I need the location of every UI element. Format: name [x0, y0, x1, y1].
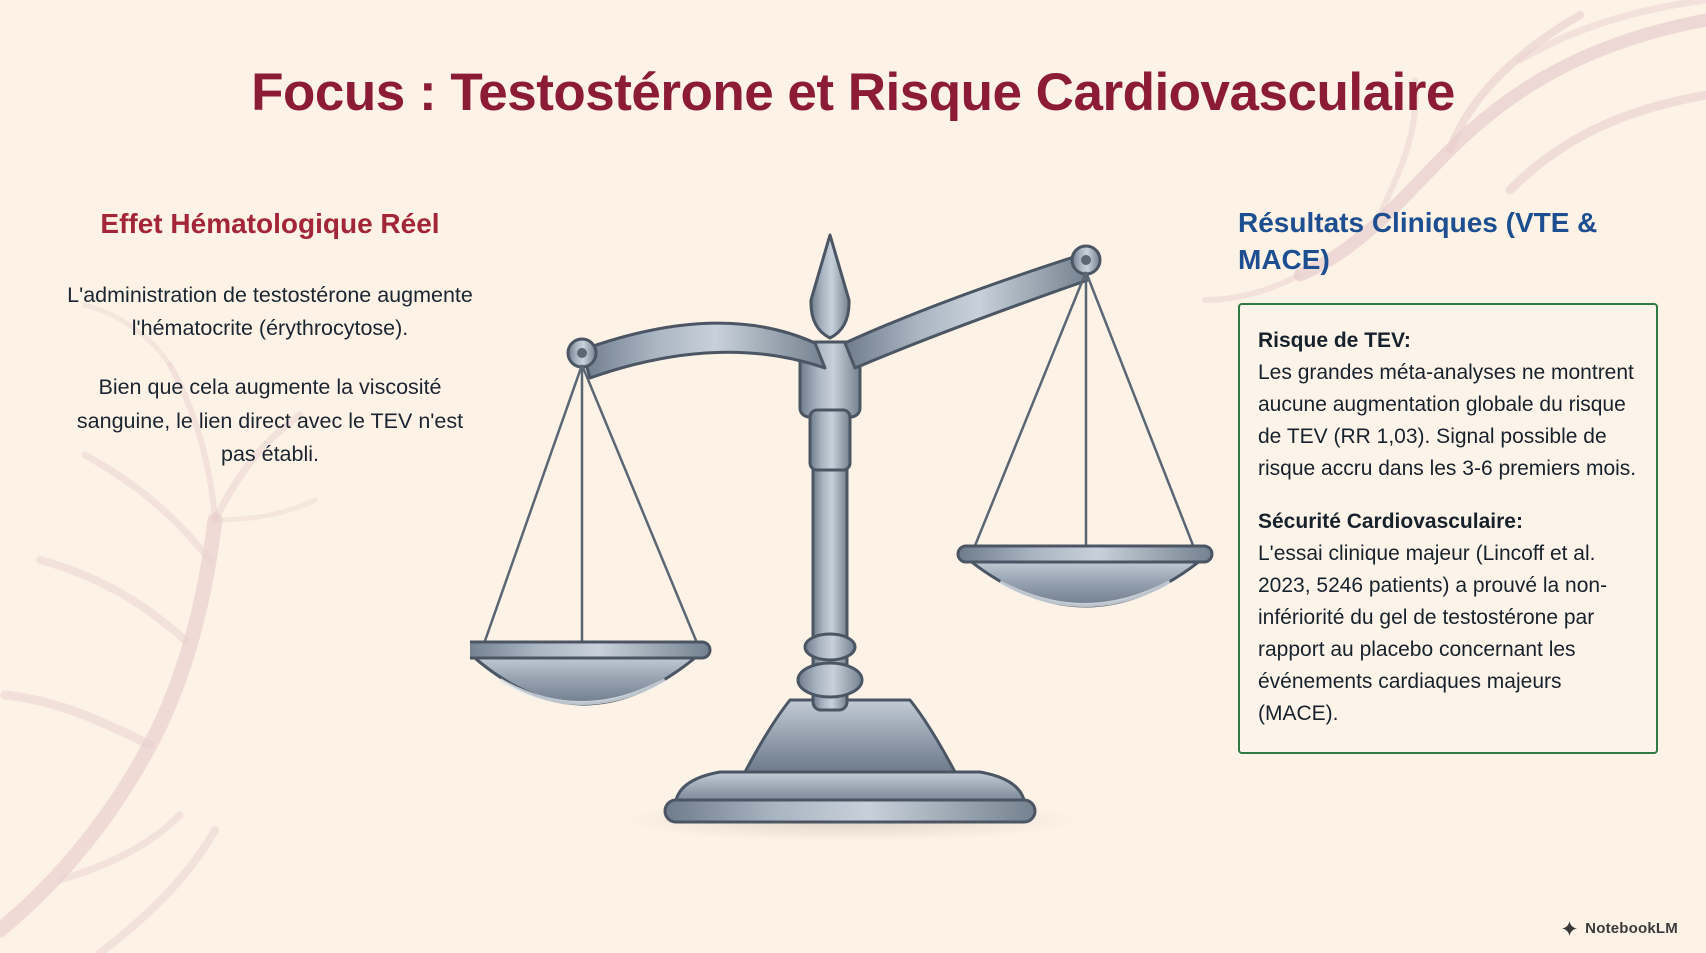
notebooklm-footer-logo — [1561, 920, 1678, 937]
notebooklm-spark-icon — [1561, 920, 1578, 937]
panel-block-1-label: Risque de TEV: — [1258, 328, 1411, 352]
notebooklm-logo-text: NotebookLM — [1585, 920, 1678, 937]
panel-block-1-text: Les grandes méta-analyses ne montrent aucune augmentation globale du risque de TEV (RR 1,03). Signal possible de risque accru dans les 3-6 premiers mois. — [1258, 360, 1637, 480]
balance-scale-illustration — [470, 160, 1230, 880]
left-paragraph-1: L'administration de testostérone augmente l'hématocrite (érythrocytose). — [67, 282, 473, 341]
panel-block-1 — [1258, 325, 1638, 485]
left-column-heading: Effet Hématologique Réel — [100, 208, 440, 239]
left-column — [60, 205, 480, 471]
panel-block-2-label: Sécurité Cardiovasculaire: — [1258, 510, 1523, 534]
left-paragraph-2: Bien que cela augmente la viscosité sanguine, le lien direct avec le TEV n'est pas établi. — [76, 375, 464, 467]
panel-block-2-text: L'essai clinique majeur (Lincoff et al. 2023, 5246 patients) a prouvé la non-infériorité du gel de testostérone par rapport au placebo concernant les événements cardiaques majeurs (MACE). — [1258, 542, 1608, 725]
left-column-body — [60, 279, 480, 472]
clinical-results-panel — [1238, 303, 1658, 754]
right-column-heading: Résultats Cliniques (VTE & MACE) — [1238, 207, 1598, 275]
panel-block-2 — [1258, 506, 1638, 729]
right-column — [1238, 205, 1658, 754]
page-title: Focus : Testostérone et Risque Cardiovasculaire — [251, 63, 1455, 122]
